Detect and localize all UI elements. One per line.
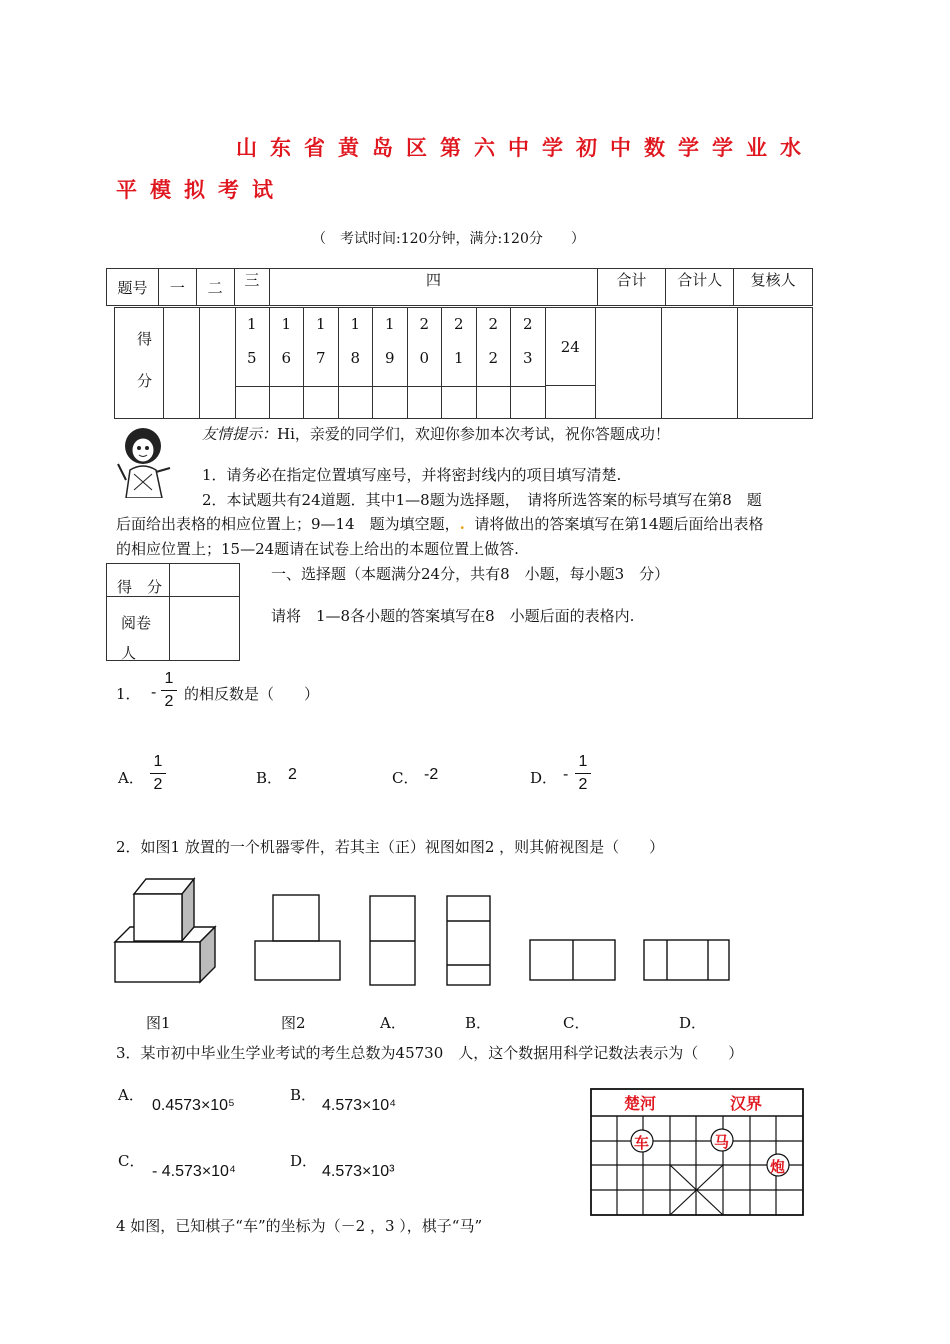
col-3: 三 — [234, 269, 270, 306]
q1-option-c-value: -2 — [424, 766, 439, 783]
q3-option-d-value: 4.573×10³ — [322, 1163, 395, 1180]
q1-option-b-value: 2 — [288, 766, 297, 783]
question-number-17: 1 7 — [304, 308, 339, 386]
score-input-16[interactable] — [270, 386, 305, 418]
score-input-15[interactable] — [235, 386, 270, 418]
score-table-header — [106, 268, 813, 306]
exam-info: （ 考试时间:120分钟，满分:120分 ） — [312, 231, 585, 247]
option-c-figure — [530, 940, 615, 980]
q1-option-d-label: D． — [530, 769, 558, 787]
tips-heading: 友情提示： — [202, 425, 278, 443]
col-totaler: 合计人 — [666, 269, 734, 306]
chess-piece-ma: 马 — [714, 1133, 730, 1151]
q3-option-c-value: - 4.573×10⁴ — [152, 1163, 236, 1180]
col-2: 二 — [196, 269, 234, 306]
row-label-fen: 分 — [137, 372, 153, 390]
option-c-label: C． — [563, 1014, 590, 1032]
q3-option-c-label: C． — [118, 1152, 145, 1170]
q1-option-c-label: C． — [392, 769, 419, 787]
option-d-figure — [644, 940, 729, 980]
score-cell-2[interactable] — [199, 308, 236, 418]
q1-minus: - — [151, 684, 157, 701]
col-label: 题号 — [107, 269, 159, 306]
page-title-continued: 平模拟考试 — [116, 178, 286, 202]
figure-2-label: 图2 — [281, 1014, 306, 1032]
col-total: 合计 — [597, 269, 665, 306]
question-number-grid — [235, 308, 596, 418]
q1-option-a-value: 1 2 — [150, 753, 166, 794]
col-1: 一 — [159, 269, 197, 306]
chess-board — [590, 1088, 804, 1216]
score-input-23[interactable] — [511, 386, 546, 418]
tips-line — [202, 423, 670, 444]
score-input-17[interactable] — [304, 386, 339, 418]
row-label-de: 得 — [137, 330, 153, 348]
option-d-label: D． — [679, 1014, 707, 1032]
q3-option-a-value: 0.4573×10⁵ — [152, 1097, 235, 1114]
q1-option-d-fraction: 1 2 — [575, 753, 591, 794]
option-a-label: A． — [380, 1014, 406, 1032]
score-input-18[interactable] — [339, 386, 374, 418]
score-input-19[interactable] — [373, 386, 408, 418]
chess-piece-pao: 炮 — [770, 1158, 786, 1176]
question-number-18: 1 8 — [339, 308, 374, 386]
tips-item-2-line-1: 2．本试题共有24道题．其中1—8题为选择题， 请将所选答案的标号填写在第8 题 — [202, 491, 762, 509]
girl-cartoon-icon — [112, 424, 174, 498]
score-input-22[interactable] — [477, 386, 512, 418]
chess-grid — [590, 1088, 804, 1216]
option-b-figure — [447, 896, 490, 985]
tips-greeting: Hi，亲爱的同学们，欢迎你参加本次考试，祝你答题成功！ — [277, 425, 670, 443]
col-reviewer: 复核人 — [734, 269, 813, 306]
score-input-21[interactable] — [442, 386, 477, 418]
score-cell-1[interactable] — [163, 308, 200, 418]
grader-box — [106, 563, 240, 661]
q1-frac-den: 2 — [164, 693, 174, 710]
score-total-cell[interactable] — [595, 308, 662, 418]
q3-option-b-value: 4.573×10⁴ — [322, 1097, 397, 1114]
grader-score-label: 得 分 — [117, 578, 163, 596]
score-input-20[interactable] — [408, 386, 443, 418]
q1-option-d-minus: - — [563, 766, 569, 783]
q1-option-b-label: B． — [256, 769, 283, 787]
section-1-heading: 一、选择题（本题满分24分，共有8 小题，每小题3 分） — [271, 565, 670, 583]
score-totaler-cell[interactable] — [661, 308, 738, 418]
question-number-19: 1 9 — [373, 308, 408, 386]
score-reviewer-cell[interactable] — [737, 308, 811, 418]
grader-name-label: 阅卷人 — [121, 614, 152, 662]
question-number-23: 2 3 — [511, 308, 546, 386]
q1-frac-num: 1 — [164, 670, 174, 687]
q3-option-b-label: B． — [290, 1086, 317, 1104]
option-a-figure — [370, 896, 415, 985]
q4-stem: 4 如图，已知棋子“车”的坐标为（－2 ，3 ），棋子“马” — [116, 1217, 483, 1235]
question-number-22: 2 2 — [477, 308, 512, 386]
option-b-label: B． — [465, 1014, 492, 1032]
river-left-label: 楚河 — [624, 1094, 657, 1113]
q1-stem: 的相反数是（ ） — [184, 685, 320, 703]
row-label-cell — [115, 308, 164, 418]
question-number-20: 2 0 — [408, 308, 443, 386]
question-number-24: 24 — [546, 308, 596, 386]
score-table-body — [114, 307, 813, 419]
figure-1-solid — [115, 879, 215, 982]
dot-mark: . — [459, 515, 465, 533]
tips-item-2-line-2 — [116, 513, 764, 534]
q3-stem: 3．某市初中毕业生学业考试的考生总数为45730 人，这个数据用科学记数法表示为（ ） — [116, 1044, 744, 1062]
question-number-16: 1 6 — [270, 308, 305, 386]
chess-piece-che: 车 — [634, 1134, 650, 1152]
figure-1-label: 图1 — [146, 1014, 171, 1032]
col-4: 四 — [270, 269, 597, 306]
tips-item-2-line-3: 的相应位置上；15—24题请在试卷上给出的本题位置上做答. — [116, 540, 519, 558]
question-number-15: 1 5 — [235, 308, 270, 386]
q2-stem: 2．如图1 放置的一个机器零件，若其主（正）视图如图2 ，则其俯视图是（ ） — [116, 838, 665, 856]
section-1-instruction: 请将 1—8各小题的答案填写在8 小题后面的表格内. — [271, 607, 635, 625]
tips-item-2-line-2a: 后面给出表格的相应位置上；9—14 题为填空题， — [116, 515, 460, 533]
q1-fraction — [161, 670, 177, 711]
q2-figures — [110, 875, 740, 987]
q3-option-a-label: A． — [118, 1086, 144, 1104]
figure-2-front-view — [255, 895, 340, 980]
question-number-21: 2 1 — [442, 308, 477, 386]
river-right-label: 汉界 — [730, 1094, 763, 1113]
q3-option-d-label: D． — [290, 1152, 318, 1170]
page-title: 山东省黄岛区第六中学初中数学学业水 — [236, 136, 814, 160]
q1-option-a-label: A． — [118, 769, 144, 787]
tips-item-2-line-2b: 请将做出的答案填写在第14题后面给出表格 — [474, 515, 764, 533]
tips-item-1: 1．请务必在指定位置填写座号，并将密封线内的项目填写清楚. — [202, 466, 622, 484]
q1-number: 1． — [116, 685, 141, 703]
